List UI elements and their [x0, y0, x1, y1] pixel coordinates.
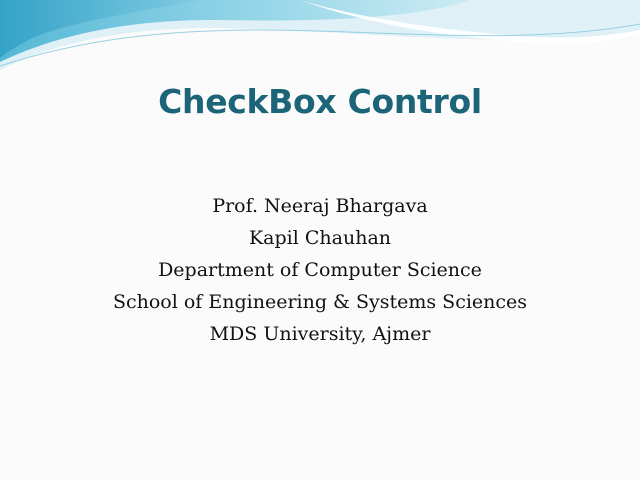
slide-title: CheckBox Control — [158, 82, 482, 121]
header-wave-decoration — [0, 0, 640, 80]
slide-subtitle — [0, 190, 640, 350]
presenter-name-1: Prof. Neeraj Bhargava — [212, 195, 428, 217]
department-name: Department of Computer Science — [158, 259, 482, 281]
school-name: School of Engineering & Systems Sciences — [112, 291, 528, 313]
university-name: MDS University, Ajmer — [209, 323, 431, 345]
presenter-name-2: Kapil Chauhan — [248, 227, 392, 249]
